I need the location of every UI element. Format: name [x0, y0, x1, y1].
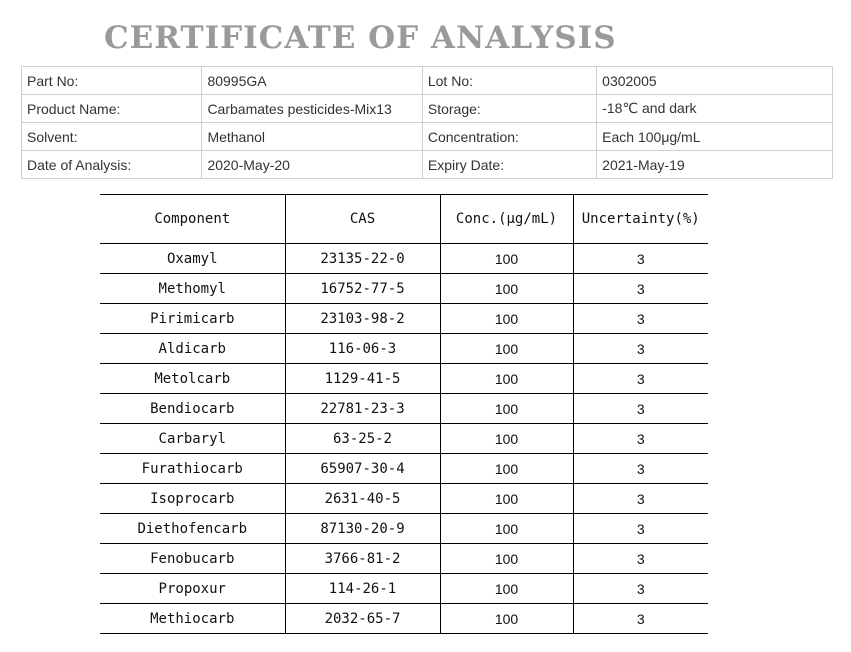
concentration-value: 100 — [440, 364, 573, 394]
table-row — [100, 514, 708, 544]
info-row — [22, 95, 833, 123]
info-value: 0302005 — [597, 67, 833, 95]
info-value: -18℃ and dark — [597, 95, 833, 123]
cas-number: 16752-77-5 — [285, 274, 440, 304]
cas-number: 23135-22-0 — [285, 244, 440, 274]
concentration-value: 100 — [440, 334, 573, 364]
info-label: Expiry Date: — [422, 151, 596, 179]
cas-number: 87130-20-9 — [285, 514, 440, 544]
document-title: CERTIFICATE OF ANALYSIS — [104, 20, 617, 56]
header-concentration: Conc.(μg/mL) — [440, 195, 573, 244]
table-row — [100, 394, 708, 424]
header-component: Component — [100, 195, 285, 244]
cas-number: 3766-81-2 — [285, 544, 440, 574]
info-row — [22, 151, 833, 179]
component-name: Methiocarb — [100, 604, 285, 634]
info-label: Date of Analysis: — [22, 151, 202, 179]
cas-number: 2631-40-5 — [285, 484, 440, 514]
product-info-table — [21, 66, 833, 179]
uncertainty-value: 3 — [573, 454, 708, 484]
cas-number: 23103-98-2 — [285, 304, 440, 334]
info-label: Lot No: — [422, 67, 596, 95]
info-row — [22, 123, 833, 151]
cas-number: 114-26-1 — [285, 574, 440, 604]
table-row — [100, 484, 708, 514]
uncertainty-value: 3 — [573, 544, 708, 574]
concentration-value: 100 — [440, 424, 573, 454]
info-label: Part No: — [22, 67, 202, 95]
component-name: Propoxur — [100, 574, 285, 604]
component-name: Bendiocarb — [100, 394, 285, 424]
info-label: Storage: — [422, 95, 596, 123]
concentration-value: 100 — [440, 454, 573, 484]
uncertainty-value: 3 — [573, 244, 708, 274]
info-label: Solvent: — [22, 123, 202, 151]
component-name: Fenobucarb — [100, 544, 285, 574]
cas-number: 22781-23-3 — [285, 394, 440, 424]
concentration-value: 100 — [440, 274, 573, 304]
table-row — [100, 574, 708, 604]
uncertainty-value: 3 — [573, 514, 708, 544]
table-row — [100, 604, 708, 634]
uncertainty-value: 3 — [636, 610, 645, 627]
uncertainty-value: 3 — [573, 334, 708, 364]
concentration-value: 100 — [440, 244, 573, 274]
component-name: Carbaryl — [100, 424, 285, 454]
components-header-row — [100, 195, 708, 244]
cas-number: 2032-65-7 — [285, 604, 440, 634]
table-row — [100, 424, 708, 454]
component-name: Diethofencarb — [100, 514, 285, 544]
cas-number: 63-25-2 — [285, 424, 440, 454]
component-name: Aldicarb — [100, 334, 285, 364]
concentration-value: 100 — [440, 514, 573, 544]
info-value: 2021-May-19 — [597, 151, 833, 179]
concentration-value: 100 — [440, 544, 573, 574]
info-label: Product Name: — [22, 95, 202, 123]
info-value: 80995GA — [202, 67, 422, 95]
table-row — [100, 274, 708, 304]
info-label: Concentration: — [422, 123, 596, 151]
table-row — [100, 334, 708, 364]
info-value: 2020-May-20 — [202, 151, 422, 179]
concentration-value: 100 — [440, 574, 573, 604]
component-name: Furathiocarb — [100, 454, 285, 484]
components-table — [100, 194, 708, 634]
component-name: Isoprocarb — [100, 484, 285, 514]
uncertainty-value: 3 — [573, 424, 708, 454]
component-name: Pirimicarb — [100, 304, 285, 334]
uncertainty-value: 3 — [573, 274, 708, 304]
cas-number: 116-06-3 — [285, 334, 440, 364]
uncertainty-value: 3 — [573, 364, 708, 394]
table-row — [100, 304, 708, 334]
header-cas: CAS — [285, 195, 440, 244]
info-value: Each 100μg/mL — [597, 123, 833, 151]
header-uncertainty: Uncertainty(%) — [573, 195, 708, 244]
table-row — [100, 454, 708, 484]
concentration-value: 100 — [440, 604, 573, 634]
info-value: Methanol — [202, 123, 422, 151]
table-row — [100, 544, 708, 574]
uncertainty-value: 3 — [573, 304, 708, 334]
component-name: Metolcarb — [100, 364, 285, 394]
cas-number: 1129-41-5 — [285, 364, 440, 394]
info-row — [22, 67, 833, 95]
concentration-value: 100 — [440, 304, 573, 334]
uncertainty-value: 3 — [573, 484, 708, 514]
info-value: Carbamates pesticides-Mix13 — [202, 95, 422, 123]
cas-number: 65907-30-4 — [285, 454, 440, 484]
table-row — [100, 364, 708, 394]
component-name: Methomyl — [100, 274, 285, 304]
concentration-value: 100 — [440, 394, 573, 424]
uncertainty-value: 3 — [573, 574, 708, 604]
concentration-value: 100 — [440, 484, 573, 514]
table-row — [100, 244, 708, 274]
component-name: Oxamyl — [100, 244, 285, 274]
uncertainty-value: 3 — [573, 394, 708, 424]
